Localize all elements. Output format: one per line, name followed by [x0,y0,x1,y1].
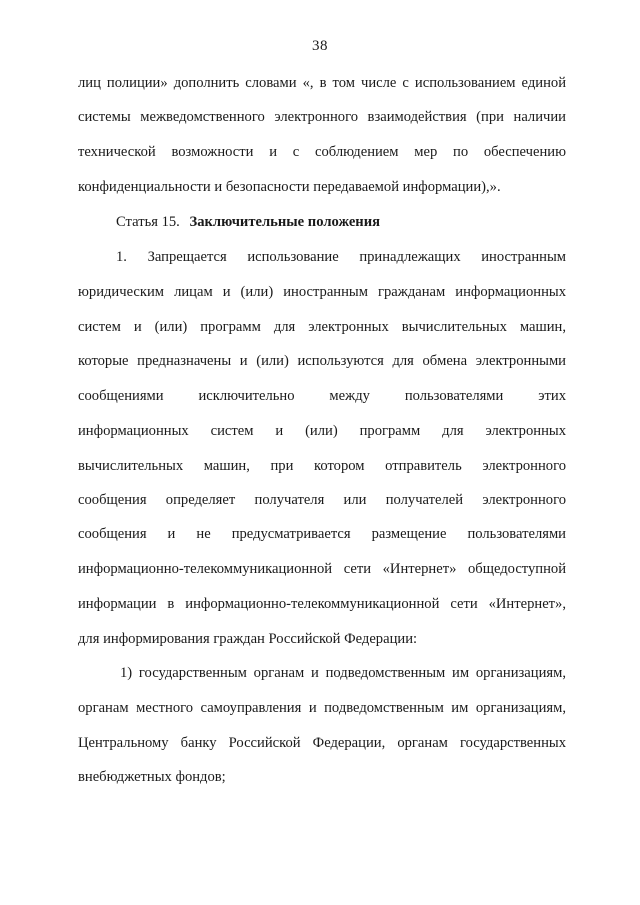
text-line-13: сообщения и не предусматривается размещение пользователями [78,526,566,542]
article-title: Заключительные положения [189,214,381,230]
text-line-6: юридическим лицам и (или) иностранным гражданам информационных [78,284,566,300]
page-number: 38 [312,38,328,54]
text-line-10: информационных систем и (или) программ для электронных [78,423,566,439]
text-line-12: сообщения определяет получателя или получателей электронного [78,492,566,508]
text-line-19: Центральному банку Российской Федерации, органам государственных [78,735,566,751]
text-line-14: информационно-телекоммуникационной сети «Интернет» общедоступной [78,561,566,577]
text-line-4: конфиденциальности и безопасности передаваемой информации),». [78,179,501,195]
text-line-1: лиц полиции» дополнить словами «, в том числе с использованием единой [78,75,566,91]
text-line-2: системы межведомственного электронного взаимодействия (при наличии [78,109,566,125]
article-heading [116,213,566,231]
text-line-15: информации в информационно-телекоммуникационной сети «Интернет», [78,596,566,612]
text-line-9: сообщениями исключительно между пользователями этих [78,388,566,404]
text-line-18: органам местного самоуправления и подведомственным им организациям, [78,700,566,716]
text-line-5: 1. Запрещается использование принадлежащих иностранным [116,249,566,265]
text-line-7: систем и (или) программ для электронных вычислительных машин, [78,319,566,335]
text-line-17: 1) государственным органам и подведомственным им организациям, [120,665,566,681]
text-line-16: для информирования граждан Российской Федерации: [78,631,418,647]
text-line-11: вычислительных машин, при котором отправитель электронного [78,458,566,474]
text-line-8: которые предназначены и (или) используются для обмена электронными [78,353,566,369]
text-line-20: внебюджетных фондов; [78,769,226,785]
article-number: Статья 15. [116,214,180,230]
text-line-3: технической возможности и с соблюдением мер по обеспечению [78,144,566,160]
